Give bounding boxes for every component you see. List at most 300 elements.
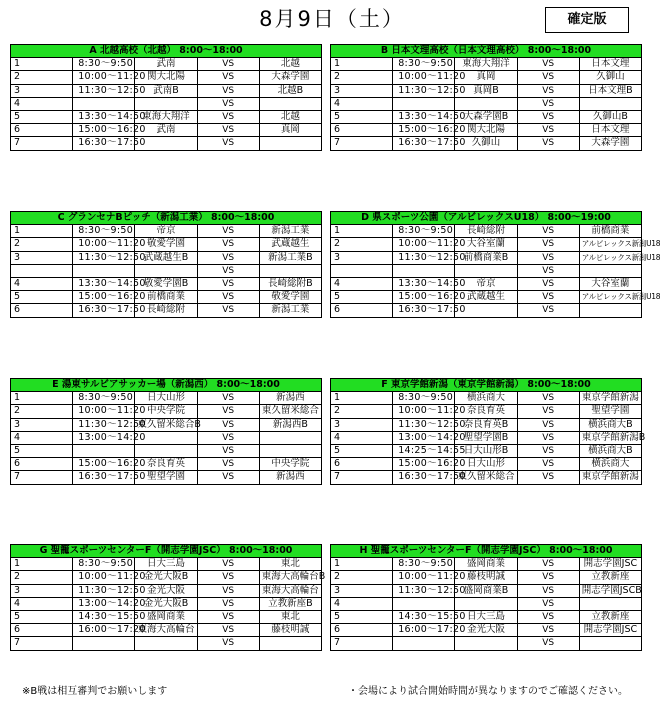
match-time: 13:00～14:20 xyxy=(73,431,135,444)
team-b: 横浜商大B xyxy=(579,444,641,457)
match-time: 10:00～11:20 xyxy=(73,571,135,584)
team-b: 久御山 xyxy=(579,71,641,84)
team-a: 東海大翔洋 xyxy=(135,110,197,123)
venue-header: A 北越高校（北越） 8:00～18:00 xyxy=(11,45,322,58)
venue-table xyxy=(330,378,646,485)
vs-label: VS xyxy=(197,471,259,484)
venue-table xyxy=(330,211,661,318)
match-number: 6 xyxy=(331,624,393,637)
match-time: 11:30～12:50 xyxy=(393,584,455,597)
team-b xyxy=(579,304,641,317)
match-number: 2 xyxy=(11,238,73,251)
team-a: 日大山形B xyxy=(455,444,517,457)
match-time: 8:30～9:50 xyxy=(393,392,455,405)
match-number: 1 xyxy=(331,392,393,405)
match-time: 16:30～17:50 xyxy=(73,471,135,484)
match-row xyxy=(331,405,642,418)
match-row xyxy=(331,458,642,471)
venue-table xyxy=(10,211,322,318)
match-number: 3 xyxy=(331,84,393,97)
match-row xyxy=(11,597,322,610)
match-row xyxy=(331,238,642,251)
vs-label: VS xyxy=(517,225,579,238)
match-row xyxy=(11,471,322,484)
team-a: 奈良育英 xyxy=(135,458,197,471)
team-a: 聖望学園 xyxy=(135,471,197,484)
match-row xyxy=(331,558,642,571)
team-b: 新潟工業 xyxy=(259,304,321,317)
vs-label: VS xyxy=(517,97,579,110)
team-a: 日大山形 xyxy=(135,392,197,405)
team-a: 東久留米総合 xyxy=(455,471,517,484)
match-time: 8:30～9:50 xyxy=(393,58,455,71)
venue-table xyxy=(10,378,322,485)
venue-header: F 東京学館新潟（東京学館新潟） 8:00～18:00 xyxy=(331,379,642,392)
match-row xyxy=(11,304,322,317)
team-a: 盛岡商業 xyxy=(135,610,197,623)
vs-label: VS xyxy=(517,597,579,610)
team-a xyxy=(135,444,197,457)
match-number: 5 xyxy=(11,291,73,304)
team-b: 藤枝明誠 xyxy=(259,624,321,637)
team-a: 久御山 xyxy=(455,137,517,150)
team-b: アルビレックス新潟U18 xyxy=(579,251,641,264)
vs-label: VS xyxy=(197,610,259,623)
match-time: 11:30～12:50 xyxy=(393,418,455,431)
match-number: 5 xyxy=(11,110,73,123)
vs-label: VS xyxy=(517,584,579,597)
vs-label: VS xyxy=(517,84,579,97)
match-number: 4 xyxy=(11,97,73,110)
match-row xyxy=(331,571,642,584)
match-number: 4 xyxy=(331,597,393,610)
match-number: 5 xyxy=(331,291,393,304)
team-a: 日大三島 xyxy=(455,610,517,623)
team-a: 帝京 xyxy=(135,225,197,238)
match-time: 13:00～14:20 xyxy=(73,597,135,610)
match-time: 8:30～9:50 xyxy=(73,558,135,571)
match-row xyxy=(331,392,642,405)
vs-label: VS xyxy=(197,291,259,304)
venue-table xyxy=(10,544,326,651)
match-time xyxy=(393,637,455,650)
match-row xyxy=(11,431,322,444)
team-a: 金光大阪B xyxy=(135,571,197,584)
match-time: 16:30～17:50 xyxy=(393,304,455,317)
match-number: 5 xyxy=(331,110,393,123)
match-time xyxy=(73,444,135,457)
team-b: 横浜商大 xyxy=(579,458,641,471)
vs-label: VS xyxy=(197,84,259,97)
vs-label: VS xyxy=(197,251,259,264)
match-number: 3 xyxy=(11,418,73,431)
match-row xyxy=(331,71,642,84)
match-number: 5 xyxy=(331,610,393,623)
match-time: 8:30～9:50 xyxy=(393,225,455,238)
match-time: 10:00～11:20 xyxy=(393,71,455,84)
match-time xyxy=(393,264,455,277)
match-time: 11:30～12:50 xyxy=(393,251,455,264)
venue-header: H 聖籠スポーツセンターF（開志学園JSC） 8:00～18:00 xyxy=(331,545,642,558)
match-time: 10:00～11:20 xyxy=(73,405,135,418)
match-row xyxy=(11,444,322,457)
match-number: 7 xyxy=(11,471,73,484)
match-row xyxy=(331,110,642,123)
team-a: 藤枝明誠 xyxy=(455,571,517,584)
match-time: 15:00～16:20 xyxy=(73,291,135,304)
vs-label: VS xyxy=(197,304,259,317)
vs-label: VS xyxy=(517,610,579,623)
team-a: 長崎総附 xyxy=(135,304,197,317)
match-row xyxy=(11,137,322,150)
match-time xyxy=(393,597,455,610)
match-row xyxy=(11,637,322,650)
match-number: 3 xyxy=(11,251,73,264)
match-row xyxy=(331,471,642,484)
match-time: 13:30～14:50 xyxy=(393,277,455,290)
match-number xyxy=(11,264,73,277)
match-time: 10:00～11:20 xyxy=(393,238,455,251)
venue-header: B 日本文理高校（日本文理高校） 8:00～18:00 xyxy=(331,45,642,58)
team-b: 新潟西 xyxy=(259,392,321,405)
vs-label: VS xyxy=(517,58,579,71)
match-row xyxy=(11,264,322,277)
team-a: 武蔵越生B xyxy=(135,251,197,264)
team-a: 前橋商業B xyxy=(455,251,517,264)
team-a: 奈良育英 xyxy=(455,405,517,418)
vs-label: VS xyxy=(517,571,579,584)
match-time xyxy=(73,264,135,277)
team-a xyxy=(455,97,517,110)
match-number: 2 xyxy=(331,238,393,251)
match-number xyxy=(331,264,393,277)
team-b: 敬愛学園 xyxy=(259,291,321,304)
team-b: 中央学院 xyxy=(259,458,321,471)
match-number: 7 xyxy=(331,471,393,484)
match-row xyxy=(11,458,322,471)
team-a xyxy=(455,637,517,650)
venue-table xyxy=(330,44,642,151)
match-row xyxy=(331,97,642,110)
team-a: 関大北陽 xyxy=(455,124,517,137)
team-a: 金光大阪 xyxy=(135,584,197,597)
match-row xyxy=(331,304,642,317)
team-a: 東海大翔洋 xyxy=(455,58,517,71)
team-b: 東北 xyxy=(259,558,321,571)
team-b xyxy=(259,264,321,277)
match-row xyxy=(331,225,642,238)
match-number: 1 xyxy=(11,225,73,238)
venue-header: G 聖籠スポーツセンターF（開志学園JSC） 8:00～18:00 xyxy=(11,545,322,558)
match-time: 8:30～9:50 xyxy=(73,392,135,405)
team-a: 前橋商業 xyxy=(135,291,197,304)
team-b: 大森学園 xyxy=(259,71,321,84)
team-b: 横浜商大B xyxy=(579,418,641,431)
team-b xyxy=(259,97,321,110)
team-b: 武蔵越生 xyxy=(259,238,321,251)
team-b: 新潟工業 xyxy=(259,225,321,238)
match-time: 15:00～16:20 xyxy=(393,291,455,304)
match-row xyxy=(11,97,322,110)
match-time: 10:00～11:20 xyxy=(73,71,135,84)
match-time: 15:00～16:20 xyxy=(73,124,135,137)
match-number: 1 xyxy=(11,392,73,405)
vs-label: VS xyxy=(517,392,579,405)
match-number: 1 xyxy=(331,225,393,238)
match-row xyxy=(331,137,642,150)
team-b: 立教新座 xyxy=(579,571,641,584)
match-row xyxy=(331,418,642,431)
vs-label: VS xyxy=(197,58,259,71)
team-b xyxy=(259,444,321,457)
vs-label: VS xyxy=(517,431,579,444)
team-a: 武南 xyxy=(135,124,197,137)
match-number: 4 xyxy=(331,97,393,110)
team-b: 日本文理 xyxy=(579,58,641,71)
vs-label: VS xyxy=(517,624,579,637)
match-number: 3 xyxy=(11,584,73,597)
vs-label: VS xyxy=(517,304,579,317)
match-row xyxy=(331,277,642,290)
match-time: 16:00～17:20 xyxy=(73,624,135,637)
team-b: 東京学館新潟 xyxy=(579,471,641,484)
match-time: 8:30～9:50 xyxy=(393,558,455,571)
team-a: 日大三島 xyxy=(135,558,197,571)
match-row xyxy=(11,418,322,431)
match-time: 16:30～17:50 xyxy=(393,471,455,484)
match-time: 11:30～12:50 xyxy=(73,584,135,597)
match-time xyxy=(393,97,455,110)
match-time: 8:30～9:50 xyxy=(73,58,135,71)
team-b: 聖望学園 xyxy=(579,405,641,418)
match-row xyxy=(331,431,642,444)
match-row xyxy=(11,225,322,238)
match-number: 6 xyxy=(331,458,393,471)
team-a: 金光大阪B xyxy=(135,597,197,610)
team-b: 北越 xyxy=(259,58,321,71)
team-a xyxy=(455,597,517,610)
match-row xyxy=(11,71,322,84)
match-number: 4 xyxy=(11,277,73,290)
match-row xyxy=(11,584,322,597)
match-time: 13:00～14:20 xyxy=(393,431,455,444)
match-number: 4 xyxy=(11,597,73,610)
match-time: 11:30～12:50 xyxy=(393,84,455,97)
team-b xyxy=(579,264,641,277)
match-number: 6 xyxy=(11,124,73,137)
vs-label: VS xyxy=(197,225,259,238)
vs-label: VS xyxy=(517,277,579,290)
vs-label: VS xyxy=(197,571,259,584)
match-number: 7 xyxy=(11,637,73,650)
team-a: 武蔵越生 xyxy=(455,291,517,304)
team-b xyxy=(579,597,641,610)
match-row xyxy=(331,444,642,457)
match-row xyxy=(11,124,322,137)
match-time: 16:30～17:50 xyxy=(73,137,135,150)
match-row xyxy=(11,571,322,584)
vs-label: VS xyxy=(197,597,259,610)
vs-label: VS xyxy=(197,458,259,471)
match-row xyxy=(11,392,322,405)
team-a: 大森学園B xyxy=(455,110,517,123)
team-a: 盛岡商業 xyxy=(455,558,517,571)
team-a xyxy=(455,264,517,277)
team-b xyxy=(259,431,321,444)
team-b: 北越 xyxy=(259,110,321,123)
vs-label: VS xyxy=(517,418,579,431)
footer-note-left: ※B戦は相互審判でお願いします xyxy=(22,686,168,697)
vs-label: VS xyxy=(517,637,579,650)
team-b: 開志学園JSCB xyxy=(579,584,641,597)
match-row xyxy=(11,610,322,623)
match-time: 16:30～17:50 xyxy=(73,304,135,317)
match-row xyxy=(331,597,642,610)
venue-table xyxy=(330,544,642,651)
vs-label: VS xyxy=(517,238,579,251)
match-number: 6 xyxy=(11,304,73,317)
match-time: 10:00～11:20 xyxy=(73,238,135,251)
match-row xyxy=(11,277,322,290)
match-row xyxy=(11,251,322,264)
match-row xyxy=(11,405,322,418)
match-number: 4 xyxy=(331,431,393,444)
match-row xyxy=(331,58,642,71)
match-number: 2 xyxy=(11,571,73,584)
match-row xyxy=(331,624,642,637)
team-a: 武南B xyxy=(135,84,197,97)
match-number: 5 xyxy=(11,444,73,457)
team-b: 大谷室蘭 xyxy=(579,277,641,290)
team-b: 久御山B xyxy=(579,110,641,123)
match-row xyxy=(331,610,642,623)
match-time: 10:00～11:20 xyxy=(393,571,455,584)
match-time: 15:00～16:20 xyxy=(73,458,135,471)
team-b: 長崎総附B xyxy=(259,277,321,290)
team-b: 東久留米総合 xyxy=(259,405,321,418)
match-time: 11:30～12:50 xyxy=(73,418,135,431)
team-a: 東久留米総合B xyxy=(135,418,197,431)
match-time: 14:30～15:50 xyxy=(393,610,455,623)
team-b: 日本文理 xyxy=(579,124,641,137)
match-time: 11:30～12:50 xyxy=(73,84,135,97)
match-number: 6 xyxy=(331,124,393,137)
match-row xyxy=(331,124,642,137)
venue-header: E 湯東サルビアサッカー場（新潟西） 8:00～18:00 xyxy=(11,379,322,392)
team-b: 東海大高輪台 xyxy=(259,584,321,597)
match-number: 4 xyxy=(11,431,73,444)
vs-label: VS xyxy=(197,584,259,597)
team-a: 真岡B xyxy=(455,84,517,97)
match-time: 15:00～16:20 xyxy=(393,458,455,471)
match-time xyxy=(73,97,135,110)
team-b: 前橋商業 xyxy=(579,225,641,238)
vs-label: VS xyxy=(517,264,579,277)
vs-label: VS xyxy=(197,238,259,251)
vs-label: VS xyxy=(197,97,259,110)
team-a: 真岡 xyxy=(455,71,517,84)
match-row xyxy=(331,264,642,277)
vs-label: VS xyxy=(517,444,579,457)
team-a: 日大山形 xyxy=(455,458,517,471)
team-b xyxy=(259,637,321,650)
match-number: 5 xyxy=(11,610,73,623)
team-a: 奈良育英B xyxy=(455,418,517,431)
team-b xyxy=(579,97,641,110)
vs-label: VS xyxy=(517,71,579,84)
match-row xyxy=(11,624,322,637)
vs-label: VS xyxy=(197,405,259,418)
team-a: 関大北陽 xyxy=(135,71,197,84)
match-time: 16:00～17:20 xyxy=(393,624,455,637)
status-badge: 確定版 xyxy=(545,7,629,33)
page-title: 8月9日（土） xyxy=(259,7,405,31)
team-a: 帝京 xyxy=(455,277,517,290)
match-row xyxy=(11,291,322,304)
team-a: 東海大高輪台 xyxy=(135,624,197,637)
vs-label: VS xyxy=(197,558,259,571)
footer-note-right: ・会場により試合開始時間が異なりますのでご確認ください。 xyxy=(348,686,628,697)
match-row xyxy=(11,558,322,571)
vs-label: VS xyxy=(197,392,259,405)
team-b: 東北 xyxy=(259,610,321,623)
vs-label: VS xyxy=(517,137,579,150)
match-time: 16:30～17:50 xyxy=(393,137,455,150)
venue-header: C グランセナBピッチ（新潟工業） 8:00～18:00 xyxy=(11,212,322,225)
match-number: 3 xyxy=(11,84,73,97)
team-b: 日本文理B xyxy=(579,84,641,97)
match-number: 2 xyxy=(331,571,393,584)
venue-table xyxy=(10,44,322,151)
venue-header: D 県スポーツ公園（アルビレックスU18） 8:00～19:00 xyxy=(331,212,642,225)
match-time: 13:30～14:50 xyxy=(73,110,135,123)
match-number: 2 xyxy=(331,405,393,418)
match-time: 13:30～14:50 xyxy=(393,110,455,123)
team-b: 東京学館新潟 xyxy=(579,392,641,405)
vs-label: VS xyxy=(517,558,579,571)
match-time: 15:00～16:20 xyxy=(393,124,455,137)
match-number: 6 xyxy=(331,304,393,317)
match-number: 3 xyxy=(331,584,393,597)
team-b: アルビレックス新潟U18 xyxy=(579,238,641,251)
match-number: 2 xyxy=(11,71,73,84)
team-b: 新潟工業B xyxy=(259,251,321,264)
vs-label: VS xyxy=(197,637,259,650)
vs-label: VS xyxy=(197,418,259,431)
team-b: 立教新座B xyxy=(259,597,321,610)
team-b xyxy=(259,137,321,150)
match-time: 10:00～11:20 xyxy=(393,405,455,418)
match-number: 6 xyxy=(11,458,73,471)
team-a xyxy=(135,637,197,650)
team-a: 長崎総附 xyxy=(455,225,517,238)
match-number: 2 xyxy=(331,71,393,84)
team-b: 東海大高輪台B xyxy=(259,571,321,584)
team-a: 金光大阪 xyxy=(455,624,517,637)
match-number: 3 xyxy=(331,251,393,264)
match-number: 7 xyxy=(331,637,393,650)
match-time: 14:30～15:50 xyxy=(73,610,135,623)
match-row xyxy=(331,84,642,97)
match-row xyxy=(11,84,322,97)
match-time: 14:25～14:55 xyxy=(393,444,455,457)
vs-label: VS xyxy=(197,444,259,457)
vs-label: VS xyxy=(197,137,259,150)
team-b: アルビレックス新潟U18 xyxy=(579,291,641,304)
team-b: 立教新座 xyxy=(579,610,641,623)
vs-label: VS xyxy=(197,71,259,84)
team-a: 中央学院 xyxy=(135,405,197,418)
